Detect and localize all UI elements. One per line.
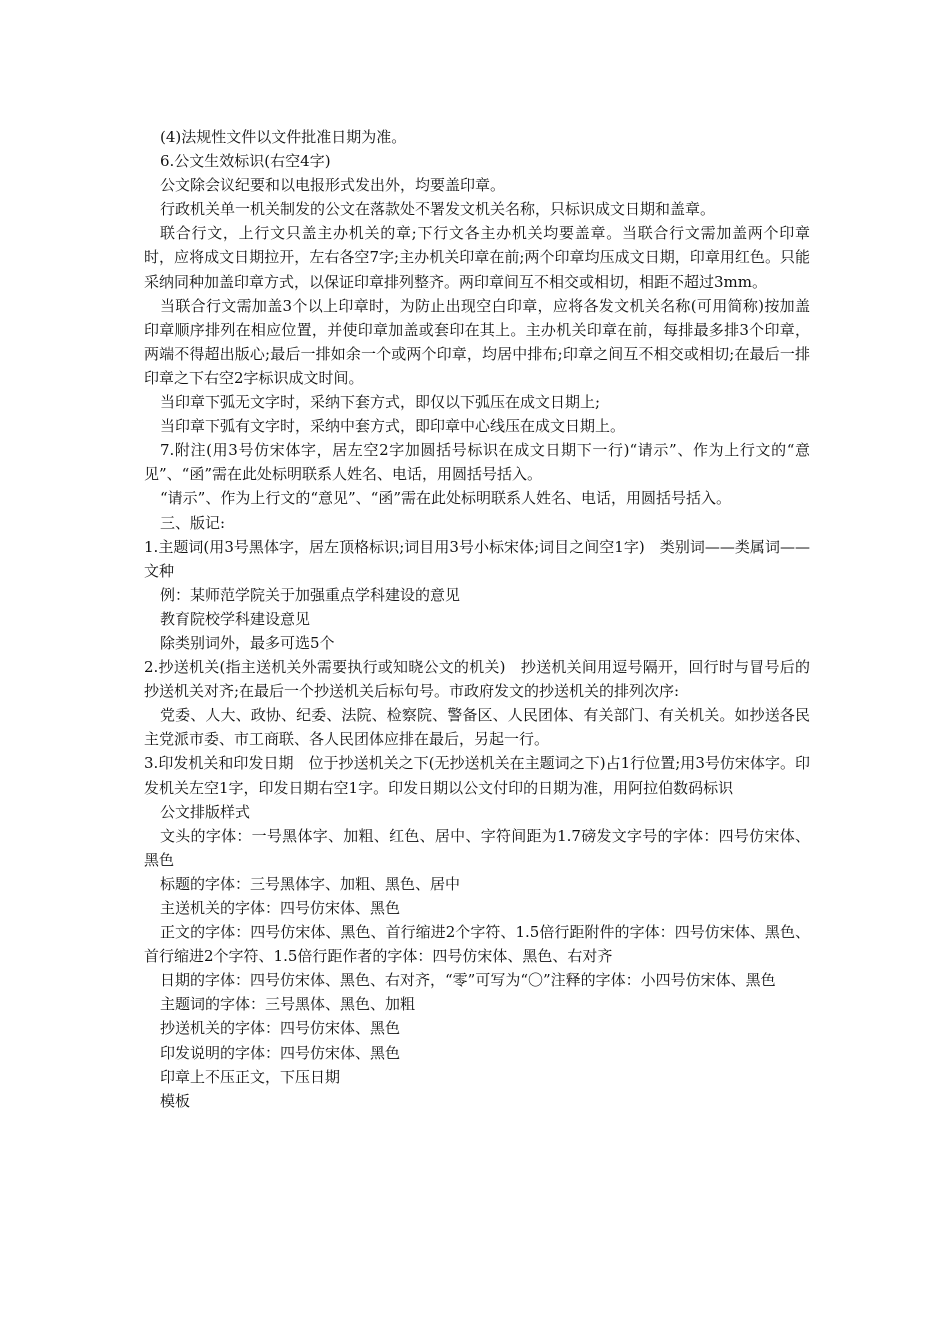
paragraph-cc-organs: 2.抄送机关(指主送机关外需要执行或知晓公文的机关) 抄送机关间用逗号隔开，回行时与冒号后的抄送机关对齐;在最后一个抄送机关后标句号。市政府发文的抄送机关的排列次序: bbox=[144, 658, 810, 701]
paragraph-section-6-heading: 6.公文生效标识(右空4字) bbox=[160, 152, 331, 171]
paragraph-part-3-heading: 三、版记: bbox=[160, 513, 226, 532]
paragraph: 党委、人大、政协、纪委、法院、检察院、警备区、人民团体、有关部门、有关机关。如抄送各民主党派市委、市工商联、各人民团体应排在最后，另起一行。 bbox=[144, 706, 810, 749]
paragraph-section-7-heading: 7.附注(用3号仿宋体字，居左空2字加圆括号标识在成文日期下一行)“请示”、作为上行文的“意见”、“函”需在此处标明联系人姓名、电话，用圆括号括入。 bbox=[144, 441, 810, 484]
paragraph-template: 模板 bbox=[160, 1091, 191, 1110]
paragraph: 例：某师范学院关于加强重点学科建设的意见 bbox=[160, 585, 461, 604]
paragraph-subject-words: 1.主题词(用3号黑体字，居左顶格标识;词目用3号小标宋体;词目之间空1字) 类别词——类属词——文种 bbox=[144, 537, 810, 580]
paragraph: 当印章下弧有文字时，采纳中套方式，即印章中心线压在成文日期上。 bbox=[160, 417, 626, 436]
paragraph: 印章上不压正文，下压日期 bbox=[160, 1067, 341, 1086]
paragraph: 主送机关的字体：四号仿宋体、黑色 bbox=[160, 899, 401, 917]
paragraph: 行政机关单一机关制发的公文在落款处不署发文机关名称，只标识成文日期和盖章。 bbox=[160, 200, 716, 219]
paragraph-item-4: (4)法规性文件以文件批准日期为准。 bbox=[160, 128, 407, 146]
paragraph: 除类别词外，最多可选5个 bbox=[160, 633, 335, 652]
paragraph: 日期的字体：四号仿宋体、黑色、右对齐，“零”可写为“〇”注释的字体：小四号仿宋体、黑色 bbox=[160, 971, 776, 990]
paragraph: 印发说明的字体：四号仿宋体、黑色 bbox=[160, 1043, 401, 1062]
paragraph: 正文的字体：四号仿宋体、黑色、首行缩进2个字符、1.5倍行距附件的字体：四号仿宋体、黑色、首行缩进2个字符、1.5倍行距作者的字体：四号仿宋体、黑色、右对齐 bbox=[144, 923, 810, 966]
paragraph: 主题词的字体：三号黑体、黑色、加粗 bbox=[160, 995, 416, 1014]
paragraph: 教育院校学科建设意见 bbox=[160, 609, 311, 628]
paragraph: 公文除会议纪要和以电报形式发出外，均要盖印章。 bbox=[160, 176, 506, 195]
paragraph: 联合行文，上行文只盖主办机关的章;下行文各主办机关均要盖章。当联合行文需加盖两个印章时，应将成文日期拉开，左右各空7字;主办机关印章在前;两个印章均压成文日期，印章用红色。只能采纳同种加盖印章方式，以保证印章排列整齐。两印章间互不相交或相切，相距不超过3mm。 bbox=[144, 224, 810, 291]
paragraph: 文头的字体：一号黑体字、加粗、红色、居中、字符间距为1.7磅发文字号的字体：四号仿宋体、黑色 bbox=[144, 826, 810, 869]
document-body bbox=[144, 125, 810, 1113]
paragraph: 当印章下弧无文字时，采纳下套方式，即仅以下弧压在成文日期上; bbox=[160, 393, 601, 412]
paragraph: “请示”、作为上行文的“意见”、“函”需在此处标明联系人姓名、电话，用圆括号括入。 bbox=[160, 489, 732, 508]
paragraph-layout-style-heading: 公文排版样式 bbox=[160, 802, 251, 821]
paragraph-issuing-organ: 3.印发机关和印发日期 位于抄送机关之下(无抄送机关在主题词之下)占1行位置;用3号仿宋体字。印发机关左空1字，印发日期右空1字。印发日期以公文付印的日期为准，用阿拉伯数码标识 bbox=[144, 754, 810, 797]
paragraph: 标题的字体：三号黑体字、加粗、黑色、居中 bbox=[160, 874, 461, 893]
paragraph: 抄送机关的字体：四号仿宋体、黑色 bbox=[160, 1019, 401, 1038]
paragraph: 当联合行文需加盖3个以上印章时，为防止出现空白印章，应将各发文机关名称(可用简称)按加盖印章顺序排列在相应位置，并使印章加盖或套印在其上。主办机关印章在前，每排最多排3个印章，两端不得超出版心;最后一排如余一个或两个印章，均居中排布;印章之间互不相交或相切;在最后一排印章之下右空2字标识成文时间。 bbox=[144, 296, 810, 387]
